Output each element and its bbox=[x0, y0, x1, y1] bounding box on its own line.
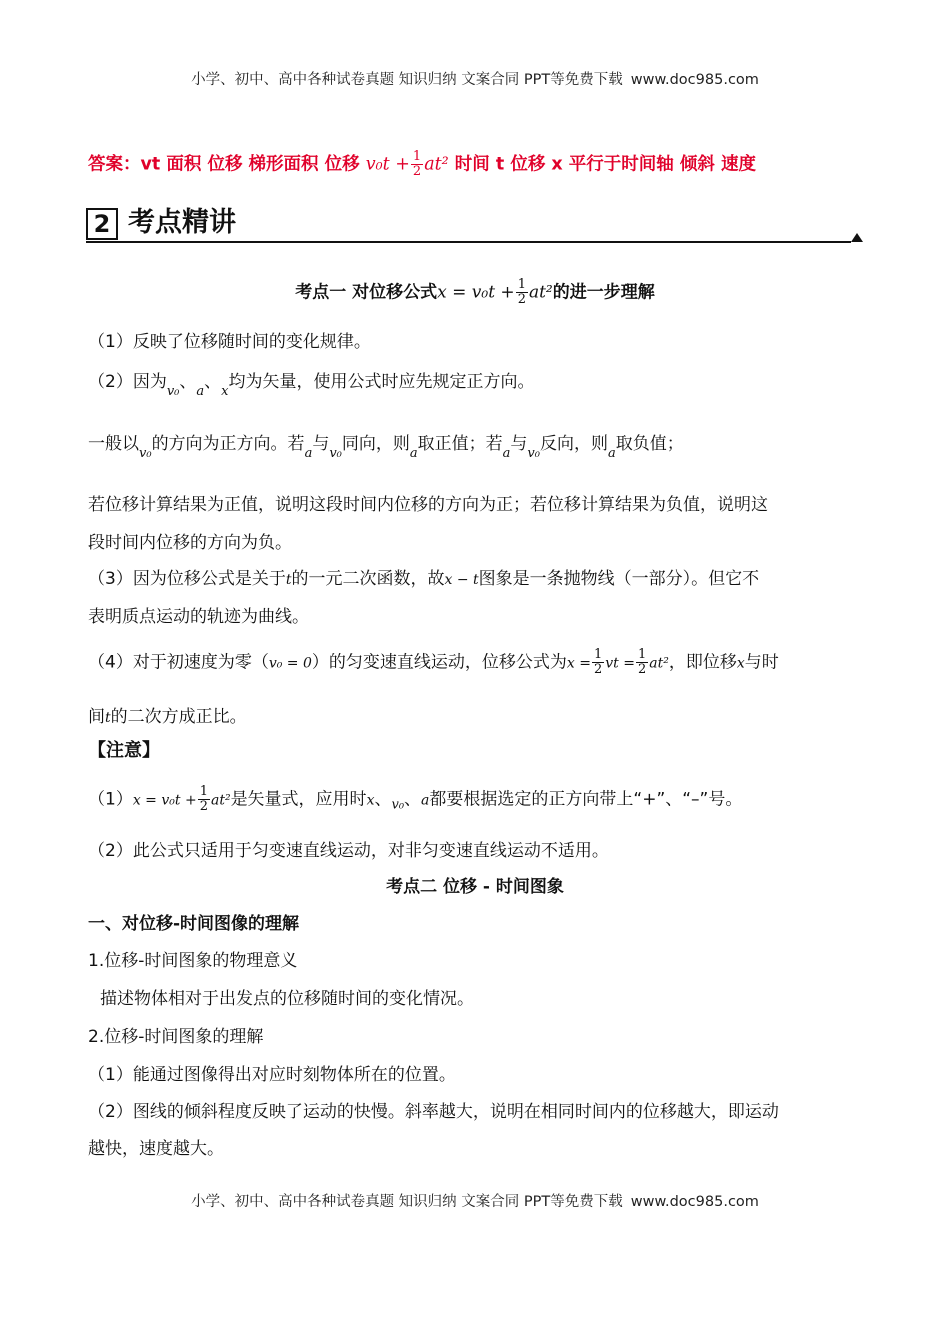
answer-prefix: 答案：vt 面积 位移 梯形面积 位移 bbox=[88, 154, 360, 175]
kp1-p3: 一般以$_{v_0}$的方向为正方向。若$_a$与$_{v_0}$同向，则$_a$取正值；若$_a$与$_{v_0}$反向，则$_a$取负值； bbox=[88, 434, 684, 461]
header-text: 小学、初中、高中各种试卷真题 知识归纳 文案合同 PPT等免费下载 bbox=[191, 72, 623, 88]
answer-formula-v0t: v₀t + bbox=[365, 154, 410, 175]
kp2-title: 考点二 位移 - 时间图象 bbox=[386, 877, 564, 897]
footer-site[interactable]: www.doc985.com bbox=[630, 1194, 759, 1210]
section-title: 考点精讲 bbox=[128, 207, 236, 238]
kp2-sub2: 2.位移-时间图象的理解 bbox=[88, 1027, 264, 1047]
kp2-sub2-p2-line2: 越快，速度越大。 bbox=[88, 1139, 224, 1159]
footer-text: 小学、初中、高中各种试卷真题 知识归纳 文案合同 PPT等免费下载 bbox=[191, 1194, 623, 1210]
kp1-p5-line1: （3）因为位移公式是关于t的一元二次函数，故x − t图象是一条抛物线（一部分）。但它不 bbox=[88, 569, 760, 589]
answer-fraction: $\frac{1}{2}$ bbox=[412, 149, 422, 179]
answer-suffix: 时间 t 位移 x 平行于时间轴 倾斜 速度 bbox=[454, 154, 756, 175]
kp1-p2: （2）因为$_{v_0}$、$_a$、$_x$均为矢量，使用公式时应先规定正方向。 bbox=[88, 372, 535, 399]
kp1-p1: （1）反映了位移随时间的变化规律。 bbox=[88, 332, 371, 352]
section-number: 2 bbox=[93, 210, 111, 238]
kp2-sub2-p1: （1）能通过图像得出对应时刻物体所在的位置。 bbox=[88, 1065, 456, 1085]
kp1-p6-line1: （4）对于初速度为零（v₀ = 0）的匀变速直线运动，位移公式为x = $\frac{1}{2}$ vt = $\frac{1}{2}$ at²，即位移x与时 bbox=[88, 647, 779, 677]
kp1-p4-line1: 若位移计算结果为正值，说明这段时间内位移的方向为正；若位移计算结果为负值，说明这 bbox=[88, 495, 768, 515]
section-underline bbox=[86, 241, 851, 243]
kp2-heading: 一、对位移-时间图像的理解 bbox=[88, 914, 300, 934]
page-header bbox=[0, 68, 950, 89]
kp1-p5-line2: 表明质点运动的轨迹为曲线。 bbox=[88, 607, 309, 627]
page-footer bbox=[0, 1190, 950, 1211]
answer-line bbox=[88, 150, 756, 179]
section-header bbox=[86, 206, 864, 242]
section-number-box bbox=[86, 208, 118, 240]
kp1-p6-line2: 间t的二次方成正比。 bbox=[88, 707, 247, 727]
triangle-icon bbox=[851, 233, 863, 242]
note-item-1: （1）x = v₀t + $\frac{1}{2}$ at²是矢量式，应用时x、$_{v_0}$、a都要根据选定的正方向带上“+”、“–”号。 bbox=[88, 784, 743, 814]
answer-formula-at2: at² bbox=[424, 154, 449, 175]
kp2-sub2-p2-line1: （2）图线的倾斜程度反映了运动的快慢。斜率越大，说明在相同时间内的位移越大，即运动 bbox=[88, 1102, 779, 1122]
kp1-p4-line2: 段时间内位移的方向为负。 bbox=[88, 533, 292, 553]
kp2-sub1-body: 描述物体相对于出发点的位移随时间的变化情况。 bbox=[100, 989, 474, 1009]
kp1-title: 考点一 对位移公式x = v₀t + $\frac{1}{2}$ at²的进一步理解 bbox=[295, 277, 655, 307]
kp2-sub1: 1.位移-时间图象的物理意义 bbox=[88, 951, 298, 971]
note-item-2: （2）此公式只适用于匀变速直线运动，对非匀变速直线运动不适用。 bbox=[88, 841, 609, 861]
note-title: 【注意】 bbox=[88, 740, 160, 761]
header-site[interactable]: www.doc985.com bbox=[630, 72, 759, 88]
